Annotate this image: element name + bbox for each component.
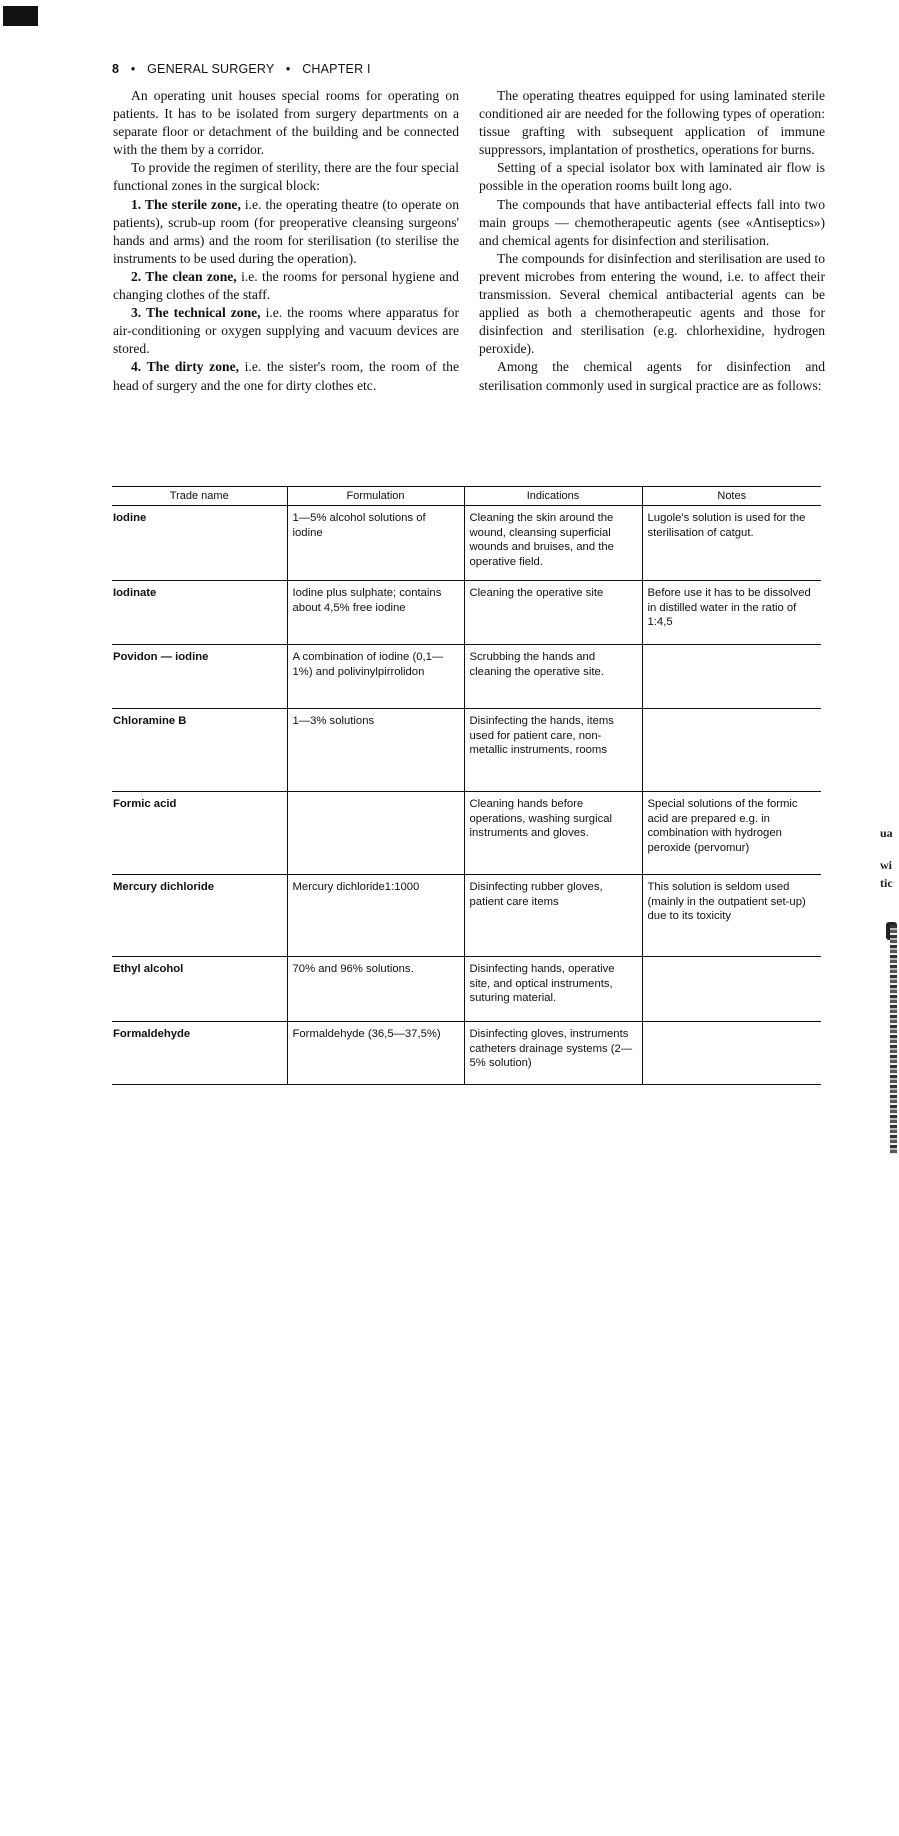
formulation-cell [287,792,464,875]
formulation-cell: Iodine plus sulphate; contains about 4,5% free iodine [287,581,464,645]
indications-cell: Cleaning the operative site [464,581,642,645]
formulation-cell: 1—3% solutions [287,709,464,792]
indications-cell: Scrubbing the hands and cleaning the operative site. [464,645,642,709]
formulation-cell: 70% and 96% solutions. [287,957,464,1022]
notes-cell [642,957,821,1022]
left-text-column [113,87,459,395]
notes-cell: Lugole's solution is used for the sterilisation of catgut. [642,506,821,581]
indications-cell: Cleaning the skin around the wound, cleansing superficial wounds and bruises, and the operative field. [464,506,642,581]
notes-cell [642,709,821,792]
zone-title: 4. The dirty zone, [131,359,240,375]
formulation-cell: Mercury dichloride1:1000 [287,875,464,957]
paragraph: Setting of a special isolator box with laminated air flow is possible in the operation rooms built long ago. [479,160,825,194]
table-row [112,957,821,1022]
page-number: 8 [112,62,120,76]
right-text-column [479,87,825,395]
trade-name-cell: Mercury dichloride [112,875,287,957]
notes-cell [642,1022,821,1085]
edge-text-fragment: wi [880,858,892,872]
disinfectants-table [112,486,821,1085]
scan-corner-mark [3,6,38,26]
table-row [112,506,821,581]
column-header-indications: Indications [464,487,642,506]
formulation-cell: A combination of iodine (0,1—1%) and polivinylpirrolidon [287,645,464,709]
table-row [112,581,821,645]
edge-text-fragment: tic [880,876,893,890]
table-row [112,1022,821,1085]
formulation-cell: 1—5% alcohol solutions of iodine [287,506,464,581]
trade-name-cell: Iodinate [112,581,287,645]
paragraph: Among the chemical agents for disinfection and sterilisation commonly used in surgical practice are as follows: [479,359,825,393]
zone-title: 2. The clean zone, [131,268,237,284]
column-header-formulation: Formulation [287,487,464,506]
paragraph: The compounds for disinfection and sterilisation are used to prevent microbes from entering the wound, i.e. to affect their transmission. Several chemical antibacterial agents can be applied as both a chemotherapeutic agents and those for disinfection and sterilisation (e.g. chlorhexidine, hydrogen peroxide). [479,250,825,357]
zone-description: i.e. the rooms for personal hygiene and changing clothes of the staff. [113,268,459,303]
column-header-notes: Notes [642,487,821,506]
scan-edge-artifact [890,925,897,1155]
table-header-row [112,487,821,506]
table-row [112,792,821,875]
indications-cell: Cleaning hands before operations, washing surgical instruments and gloves. [464,792,642,875]
indications-cell: Disinfecting gloves, instruments catheters drainage systems (2—5% solution) [464,1022,642,1085]
edge-text-fragment: ua [880,826,893,840]
notes-cell: Before use it has to be dissolved in distilled water in the ratio of 1:4,5 [642,581,821,645]
trade-name-cell: Iodine [112,506,287,581]
zone-item [113,358,459,394]
trade-name-cell: Povidon — iodine [112,645,287,709]
notes-cell: Special solutions of the formic acid are prepared e.g. in combination with hydrogen peroxide (pervomur) [642,792,821,875]
zone-title: 1. The sterile zone, [131,196,241,212]
zone-item [113,304,459,358]
column-header-trade-name: Trade name [112,487,287,506]
paragraph: The compounds that have antibacterial effects fall into two main groups — chemotherapeutic agents (see «Antiseptics») and chemical agents for disinfection and sterilisation. [479,196,825,248]
trade-name-cell: Ethyl alcohol [112,957,287,1022]
paragraph: An operating unit houses special rooms for operating on patients. It has to be isolated from surgery departments on a separate floor or detachment of the building and be connected with the them by a corridor. [113,88,459,158]
zone-item [113,196,459,268]
header-section: GENERAL SURGERY [147,62,275,76]
trade-name-cell: Formic acid [112,792,287,875]
table-row [112,709,821,792]
notes-cell [642,645,821,709]
trade-name-cell: Formaldehyde [112,1022,287,1085]
zone-description: i.e. the operating theatre (to operate on patients), scrub-up room (for preoperative cleansing surgeons' hands and arms) and the room for sterilisation (to sterilise the instruments to be used during the operation). [113,196,459,266]
paragraph: The operating theatres equipped for using laminated sterile conditioned air are needed for the following types of operation: tissue grafting with subsequent application of immune suppressors, implantation of prosthetics, operations for burns. [479,88,825,158]
header-separator: • [130,62,136,76]
trade-name-cell: Chloramine B [112,709,287,792]
zone-description: i.e. the sister's room, the room of the head of surgery and the one for dirty clothes etc. [113,359,459,393]
zone-title: 3. The technical zone, [131,305,261,321]
zone-description: i.e. the rooms where apparatus for air-conditioning or oxygen supplying and vacuum devices are stored. [113,305,459,357]
header-separator: • [285,62,291,76]
paragraph: To provide the regimen of sterility, there are the four special functional zones in the surgical block: [113,160,459,194]
zone-item [113,268,459,304]
indications-cell: Disinfecting hands, operative site, and optical instruments, suturing material. [464,957,642,1022]
running-header [112,62,371,76]
notes-cell: This solution is seldom used (mainly in the outpatient set-up) due to its toxicity [642,875,821,957]
indications-cell: Disinfecting rubber gloves, patient care items [464,875,642,957]
indications-cell: Disinfecting the hands, items used for patient care, non-metallic instruments, rooms [464,709,642,792]
table-row [112,875,821,957]
formulation-cell: Formaldehyde (36,5—37,5%) [287,1022,464,1085]
header-chapter: CHAPTER I [302,62,371,76]
table-row [112,645,821,709]
